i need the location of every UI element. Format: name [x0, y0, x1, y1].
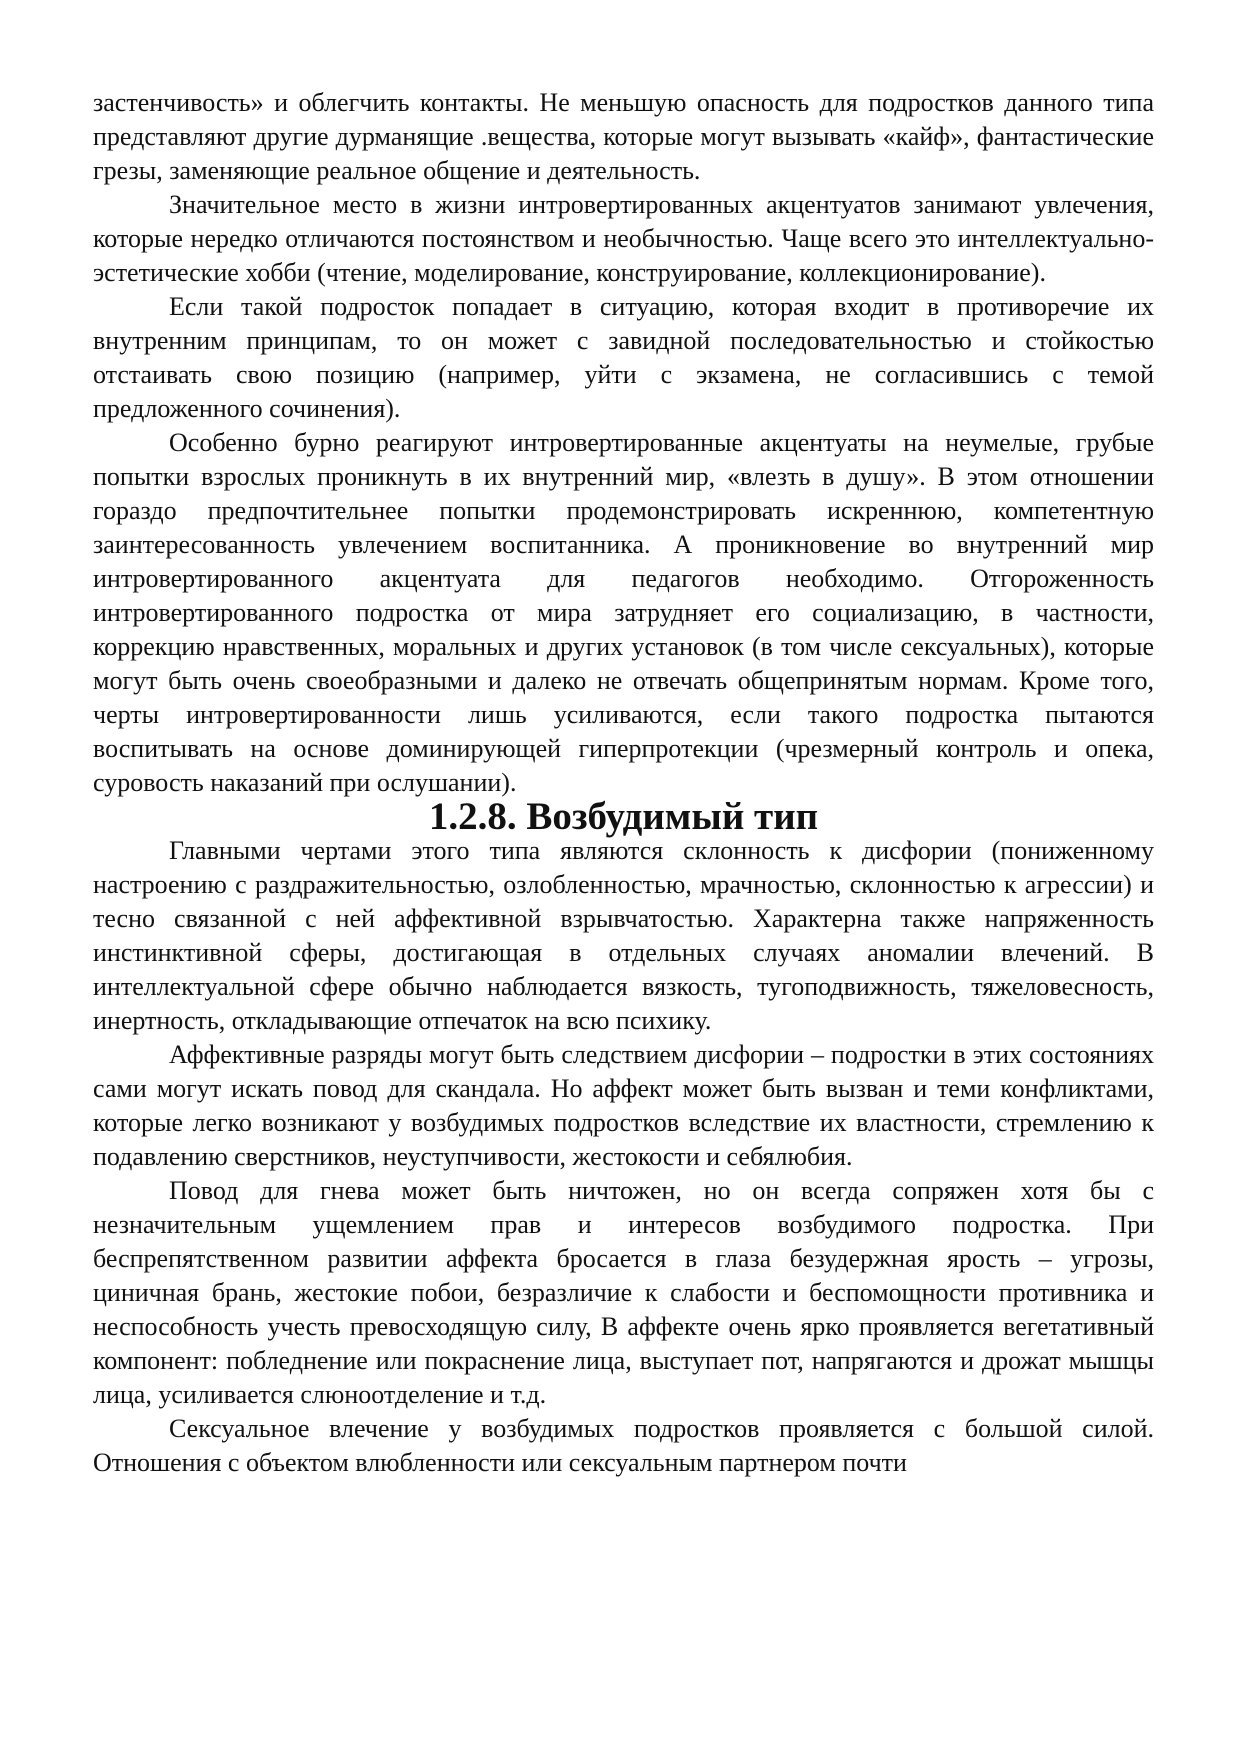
paragraph-main-traits: Главными чертами этого типа являются склонность к дисфории (пониженному настроению с раздражительностью, озлобленностью, мрачностью, склонностью к агрессии) и тесно связанной с ней аффективной взрывчатостью. Характерна также напряженность инстинктивной сферы, достигающая в отдельных случаях аномалии влечений. В интеллектуальной сфере обычно наблюдается вязкость, тугоподвижность, тяжеловесность, инертность, откладывающие отпечаток на всю психику. [93, 836, 1154, 1035]
paragraph-continued: застенчивость» и облегчить контакты. Не меньшую опасность для подростков данного типа представляют другие дурманящие .вещества, которые могут вызывать «кайф», фантастические грезы, заменяющие реальное общение и деятельность. [93, 88, 1154, 185]
paragraph-hobbies: Значительное место в жизни интровертированных акцентуатов занимают увлечения, которые нередко отличаются постоянством и необычностью. Чаще всего это интеллектуально-эстетические хобби (чтение, моделирование, конструирование, коллекционирование). [93, 190, 1154, 287]
paragraph-sexual-drive: Сексуальное влечение у возбудимых подростков проявляется с большой силой. Отношения с объектом влюбленности или сексуальным партнером почти [93, 1414, 1154, 1477]
paragraph-principles: Если такой подросток попадает в ситуацию, которая входит в противоречие их внутренним принципам, то он может с завидной последовательностью и стойкостью отстаивать свою позицию (например, уйти с экзамена, не согласившись с темой предложенного сочинения). [93, 292, 1154, 423]
document-page [93, 86, 1154, 1480]
section-heading: 1.2.8. Возбудимый тип [428, 795, 819, 838]
paragraph-anger: Повод для гнева может быть ничтожен, но он всегда сопряжен хотя бы с незначительным ущемлением прав и интересов возбудимого подростка. При беспрепятственном развитии аффекта бросается в глаза безудержная ярость – угрозы, циничная брань, жестокие побои, безразличие к слабости и беспомощности противника и неспособность учесть превосходящую силу, В аффекте очень ярко проявляется вегетативный компонент: побледнение или покраснение лица, выступает пот, напрягаются и дрожат мышцы лица, усиливается слюноотделение и т.д. [93, 1176, 1154, 1409]
paragraph-inner-world: Особенно бурно реагируют интровертированные акцентуаты на неумелые, грубые попытки взрослых проникнуть в их внутренний мир, «влезть в душу». В этом отношении гораздо предпочтительнее попытки продемонстрировать искреннюю, компетентную заинтересованность увлечением воспитанника. А проникновение во внутренний мир интровертированного акцентуата для педагогов необходимо. Отгороженность интровертированного подростка от мира затрудняет его социализацию, в частности, коррекцию нравственных, моральных и других установок (в том числе сексуальных), которые могут быть очень своеобразными и далеко не отвечать общепринятым нормам. Кроме того, черты интровертированности лишь усиливаются, если такого подростка пытаются воспитывать на основе доминирующей гиперпротекции (чрезмерный контроль и опека, суровость наказаний при ослушании). [93, 428, 1154, 797]
paragraph-affective-discharges: Аффективные разряды могут быть следствием дисфории – подростки в этих состояниях сами могут искать повод для скандала. Но аффект может быть вызван и теми конфликтами, которые легко возникают у возбудимых подростков вследствие их властности, стремлению к подавлению сверстников, неуступчивости, жестокости и себялюбия. [93, 1040, 1154, 1171]
